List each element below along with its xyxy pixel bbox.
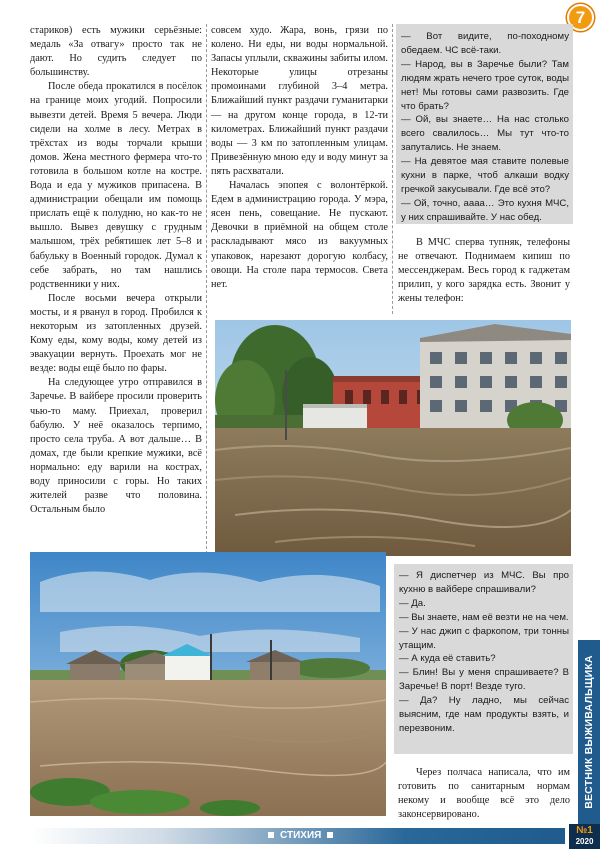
- paragraph: В МЧС сперва тупняк, телефоны не отвечают. Поднимаем кипиш по мессенджерам. Весь город к гаджетам прилип, у кого зарядка есть. Звонит у жены телефон:: [398, 237, 570, 305]
- dialog-line: — Ой, вы знаете… На нас столько всего свалилось… Мы тут что-то запутались. Не знаем.: [401, 114, 569, 154]
- article-column-3-end: [398, 766, 570, 822]
- dialog-line: — У нас джип с фаркопом, три тонны утащим.: [399, 625, 569, 651]
- column-divider: [392, 24, 393, 314]
- issue-number: №1: [576, 825, 593, 836]
- magazine-title-text: ВЕСТНИК ВЫЖИВАЛЬЩИКА: [583, 655, 595, 809]
- flooded-village-photo: [30, 552, 386, 816]
- dialog-line: — Ой, точно, аааа… Это кухня МЧС, у них спрашивайте. У нас обед.: [401, 197, 569, 223]
- square-bullet-icon: [327, 832, 333, 838]
- section-label: [262, 829, 339, 843]
- square-bullet-icon: [268, 832, 274, 838]
- dialog-line: — А куда её ставить?: [399, 653, 496, 665]
- dialog-line: — Я диспетчер из МЧС. Вы про кухню в вайбере спрашивали?: [399, 570, 569, 595]
- column-divider: [206, 24, 207, 554]
- dialog-line: — Вы знаете, нам её везти не на чем.: [399, 611, 569, 623]
- dialog-line: — Вот видите, по-походному обедаем. ЧС всё-таки.: [401, 31, 569, 56]
- article-column-1: [30, 24, 202, 517]
- paragraph: На следующее утро отправился в Заречье. В вайбере просили проверить чью-то маму. Приехал, проверил бабулю. У неё оказалось терпимо, просто села труба. А вот дальше… В домах, где были крепкие мужики, всё нормально: еду варили на кострах, воду приносили с горы. Но таких жителей разве что половина. Остальным было: [30, 377, 202, 516]
- section-name: СТИХИЯ: [280, 830, 322, 841]
- paragraph: совсем худо. Жара, вонь, грязи по колено. Ни еды, ни воды нормальной. Запасы уплыли, скважины забиты илом. Некоторые улицы отрезаны промоинами глубиной 3–4 метра. Ближайший пункт раздачи гуманитарки — на другом конце города, в 12-ти километрах. Ближайший пункт раздачи воды — 3 км по затопленным улицам. Привезённую мною еду и воду минут за пять расхватали.: [211, 25, 388, 177]
- issue-year: 2020: [575, 837, 594, 846]
- article-column-3: [398, 236, 570, 306]
- dialog-line: — Да.: [399, 597, 426, 609]
- paragraph: Началась эпопея с волонтёркой. Едем в администрацию города. У мэра, ясен пень, совещание. Не пускают. Девочки в приёмной на общем столе раскладывают мясо из вакуумных упаковок, нарезают дорогую колбасу, овощи. На столе пара термосов. Света нет.: [211, 180, 388, 290]
- dialog-line: — Народ, вы в Заречье были? Там людям жрать нечего трое суток, воды нет! Мы готовы сами развозить. Где что брать?: [401, 58, 569, 112]
- issue-badge: [569, 824, 600, 849]
- dialog-line: — Да? Ну ладно, мы сейчас выясним, где нам продукты взять, и перезвоним.: [399, 695, 569, 734]
- paragraph: стариков) есть мужики серьёзные: медаль «За отвагу» просто так не дают. Но судить следует по большинству.: [30, 25, 202, 79]
- paragraph: Через полчаса написала, что им готовить по санитарным нормам некому и вообще всё это дело законсервировано.: [398, 767, 570, 821]
- dialog-line: — На девятое мая ставите полевые кухни в парке, чтоб алкаши водку гречкой закусывали. Где всё это?: [401, 156, 569, 195]
- dialog-line: — Блин! Вы у меня спрашиваете? В Заречье! В порт! Везде туго.: [399, 667, 569, 693]
- page-number: 7: [567, 4, 594, 31]
- paragraph: После восьми вечера открыли мосты, и я рванул в город. Пробился к некоторым из затопленных друзей. Кому еды, кому воды, кому детей из эвакуации вернуть. Проехать мог не везде: воды ещё было по фары.: [30, 292, 202, 375]
- magazine-title: [578, 640, 600, 824]
- dialog-box-administration: [396, 24, 573, 224]
- flooded-village-image: [30, 552, 386, 816]
- flooded-street-image: [215, 320, 571, 556]
- dialog-box-mchs: [394, 564, 573, 754]
- paragraph: После обеда прокатился в посёлок на границе моих угодий. Попросили вывезти детей. Время 5 вечера. Люди сидели на холме в лесу. Метрах в трёхстах из воды торчали крыши домов. Жена местного фермера что-то готовила в большом котле на костре. Вода и еда у мужиков припасена. В администрации обещали им помощь прислать ещё к полудню, но как-то не вышло. Вывез девушку с грудным малышом, трёх ребятишек лет 5–8 и бабульку в Военный городок. Думал к себе забрать, но там нашлись родственники у них.: [30, 81, 202, 290]
- article-column-2: [211, 24, 388, 292]
- flooded-street-photo: [213, 318, 573, 558]
